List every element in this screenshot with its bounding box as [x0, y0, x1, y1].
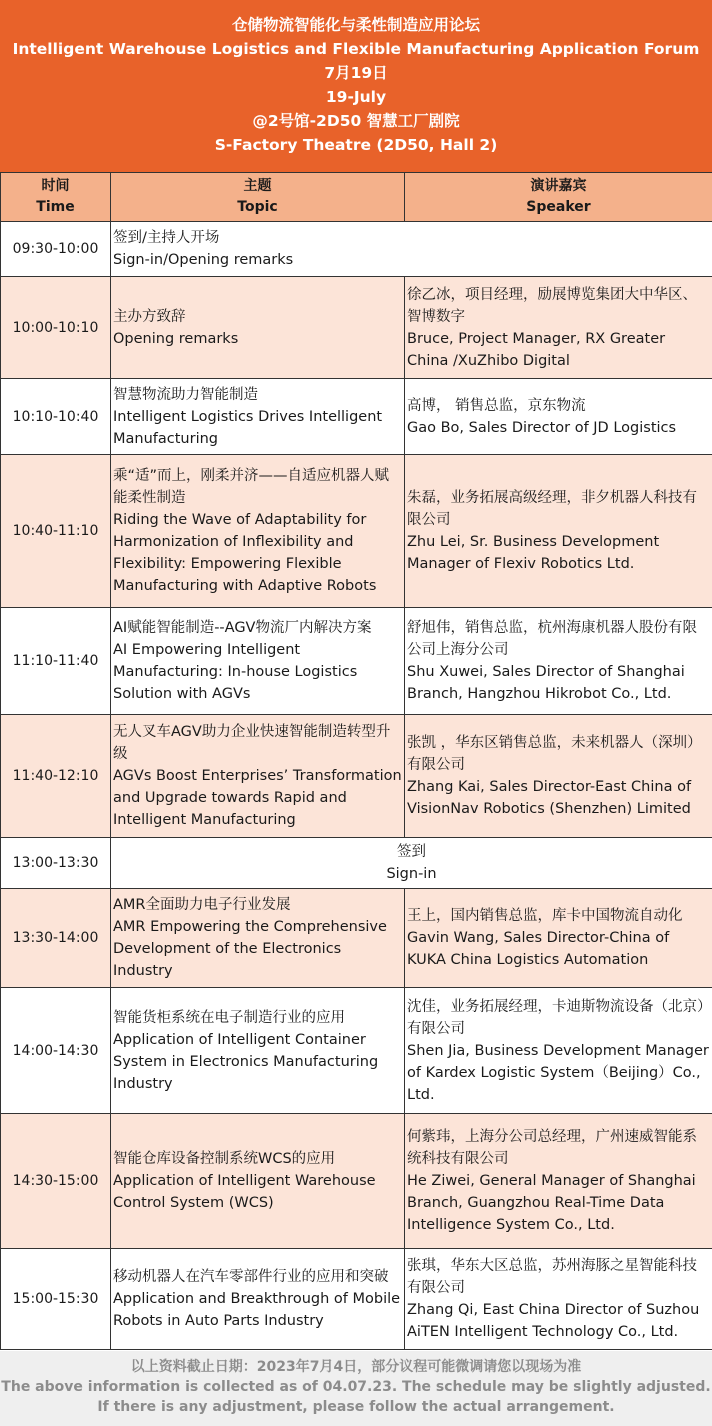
forum-banner	[0, 0, 712, 172]
session-topic: 签到 Sign-in	[111, 838, 712, 889]
table-row	[1, 277, 712, 379]
session-time: 10:10-10:40	[1, 379, 111, 455]
session-time: 10:40-11:10	[1, 455, 111, 608]
table-row	[1, 608, 712, 715]
table-row	[1, 1114, 712, 1249]
session-time: 11:40-12:10	[1, 715, 111, 838]
topic-column-header: 主题 Topic	[111, 173, 405, 222]
time-column-header: 时间 Time	[1, 173, 111, 222]
forum-venue-cn: @2号馆-2D50 智慧工厂剧院	[252, 112, 460, 130]
table-row	[1, 1249, 712, 1350]
session-topic: 乘“适”而上，刚柔并济——自适应机器人赋能柔性制造 Riding the Wave of Adaptability for Harmonization of Inflexibility and Flexibility: Empowering Flexible Manufacturing with Adaptive Robots	[111, 455, 405, 608]
speaker-column-header: 演讲嘉宾 Speaker	[405, 173, 712, 222]
session-topic: 无人叉车AGV助力企业快速智能制造转型升级 AGVs Boost Enterprises’ Transformation and Upgrade towards Rapid and Intelligent Manufacturing	[111, 715, 405, 838]
disclaimer-footer	[0, 1351, 712, 1426]
disclaimer-cn: 以上资料截止日期：2023年7月4日，部分议程可能微调请您以现场为准	[130, 1359, 582, 1375]
table-row	[1, 379, 712, 455]
forum-title-en: Intelligent Warehouse Logistics and Flexible Manufacturing Application Forum	[12, 40, 700, 58]
session-speaker: 何紫玮，上海分公司总经理，广州速威智能系统科技有限公司 He Ziwei, General Manager of Shanghai Branch, Guangzhou Real-Time Data Intelligence System Co., Ltd.	[405, 1114, 712, 1249]
session-speaker: 张凯 ，华东区销售总监，未来机器人（深圳）有限公司 Zhang Kai, Sales Director-East China of VisionNav Robotics (Shenzhen) Limited	[405, 715, 712, 838]
session-speaker: 王上，国内销售总监，库卡中国物流自动化 Gavin Wang, Sales Director-China of KUKA China Logistics Automation	[405, 889, 712, 988]
session-time: 15:00-15:30	[1, 1249, 111, 1350]
table-row	[1, 889, 712, 988]
session-topic: 智慧物流助力智能制造 Intelligent Logistics Drives Intelligent Manufacturing	[111, 379, 405, 455]
table-row	[1, 838, 712, 889]
table-row	[1, 715, 712, 838]
session-time: 09:30-10:00	[1, 222, 111, 277]
session-time: 14:00-14:30	[1, 988, 111, 1114]
session-topic: AMR全面助力电子行业发展 AMR Empowering the Comprehensive Development of the Electronics Industry	[111, 889, 405, 988]
session-time: 14:30-15:00	[1, 1114, 111, 1249]
session-time: 10:00-10:10	[1, 277, 111, 379]
session-topic: 智能仓库设备控制系统WCS的应用 Application of Intelligent Warehouse Control System (WCS)	[111, 1114, 405, 1249]
session-topic: 移动机器人在汽车零部件行业的应用和突破 Application and Breakthrough of Mobile Robots in Auto Parts Industry	[111, 1249, 405, 1350]
session-speaker: 舒旭伟，销售总监，杭州海康机器人股份有限公司上海分公司 Shu Xuwei, Sales Director of Shanghai Branch, Hangzhou Hikrobot Co., Ltd.	[405, 608, 712, 715]
forum-venue-en: S-Factory Theatre (2D50, Hall 2)	[214, 136, 498, 154]
forum-date-cn: 7月19日	[324, 64, 388, 82]
session-time: 11:10-11:40	[1, 608, 111, 715]
disclaimer-en: The above information is collected as of 04.07.23. The schedule may be slightly adjusted. If there is any adjustment, please follow the actual arrangement.	[1, 1379, 711, 1415]
table-row	[1, 988, 712, 1114]
session-time: 13:30-14:00	[1, 889, 111, 988]
session-speaker: 徐乙冰，项目经理，励展博览集团大中华区、智博数字 Bruce, Project Manager, RX Greater China /XuZhibo Digital	[405, 277, 712, 379]
table-row	[1, 455, 712, 608]
session-speaker: 沈佳，业务拓展经理，卡迪斯物流设备（北京）有限公司 Shen Jia, Business Development Manager of Kardex Logistic System（Beijing）Co., Ltd.	[405, 988, 712, 1114]
agenda-header-row	[1, 173, 712, 222]
session-speaker: 朱磊，业务拓展高级经理，非夕机器人科技有限公司 Zhu Lei, Sr. Business Development Manager of Flexiv Robotics Ltd.	[405, 455, 712, 608]
session-topic: 智能货柜系统在电子制造行业的应用 Application of Intelligent Container System in Electronics Manufacturing Industry	[111, 988, 405, 1114]
table-row	[1, 222, 712, 277]
session-speaker: 张琪，华东大区总监，苏州海豚之星智能科技有限公司 Zhang Qi, East China Director of Suzhou AiTEN Intelligent Technology Co., Ltd.	[405, 1249, 712, 1350]
session-topic: 主办方致辞 Opening remarks	[111, 277, 405, 379]
session-time: 13:00-13:30	[1, 838, 111, 889]
agenda-table	[0, 172, 712, 1350]
session-topic: AI赋能智能制造--AGV物流厂内解决方案 AI Empowering Intelligent Manufacturing: In-house Logistics Solution with AGVs	[111, 608, 405, 715]
forum-title-cn: 仓储物流智能化与柔性制造应用论坛	[231, 16, 480, 34]
session-topic: 签到/主持人开场 Sign-in/Opening remarks	[111, 222, 712, 277]
forum-date-en: 19-July	[325, 88, 387, 106]
session-speaker: 高博， 销售总监，京东物流 Gao Bo, Sales Director of JD Logistics	[405, 379, 712, 455]
